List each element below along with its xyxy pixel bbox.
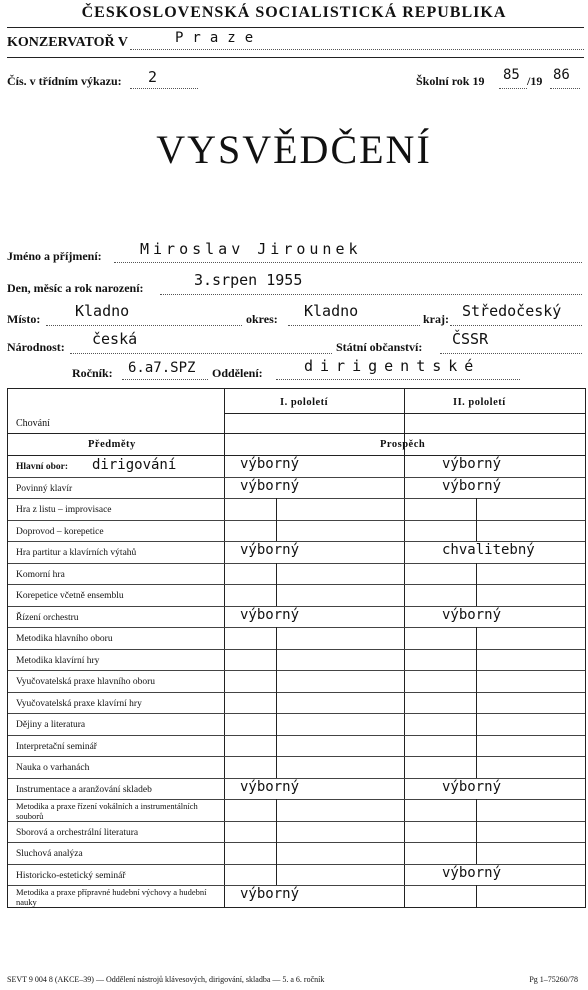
grades-table [7, 388, 586, 908]
row-divider [8, 756, 585, 757]
subject-label: Komorní hra [16, 569, 65, 580]
row-divider [8, 821, 585, 822]
row-divider [8, 627, 585, 628]
class-number: 2 [148, 68, 158, 86]
row-divider [8, 670, 585, 671]
empty-mark-semester-1 [276, 735, 277, 757]
empty-mark-semester-2 [476, 563, 477, 585]
subject-label: Interpretační seminář [16, 741, 97, 752]
empty-mark-semester-1 [276, 692, 277, 714]
name-label: Jméno a příjmení: [7, 249, 102, 263]
empty-mark-semester-2 [476, 649, 477, 671]
citizenship: ČSSR [452, 330, 489, 348]
row-divider [8, 799, 585, 800]
nationality-label: Národnost: [7, 340, 65, 354]
row-divider [8, 498, 585, 499]
region-line [450, 325, 582, 326]
grade-semester-1: výborný [240, 456, 300, 472]
header-rule [7, 27, 584, 28]
empty-mark-semester-2 [476, 692, 477, 714]
row-divider [8, 584, 585, 585]
school-label: KONZERVATOŘ V [7, 35, 129, 50]
state-heading: ČESKOSLOVENSKÁ SOCIALISTICKÁ REPUBLIKA [81, 4, 507, 21]
row-divider [8, 842, 585, 843]
birth-label: Den, měsíc a rok narození: [7, 281, 144, 295]
class-number-line [130, 88, 198, 89]
grade-semester-1: výborný [240, 542, 300, 559]
subject-label: Vyučovatelská praxe klavírní hry [16, 698, 142, 709]
empty-mark-semester-2 [476, 520, 477, 542]
year-to-line [550, 88, 580, 89]
school-city-line [130, 49, 584, 50]
empty-mark-semester-2 [476, 799, 477, 821]
place-label: Místo: [7, 312, 41, 326]
subject-label: Instrumentace a aranžování skladeb [16, 784, 152, 795]
subject-label: Hlavní obor: [16, 462, 68, 472]
header-divider [224, 413, 585, 414]
department-line [276, 379, 520, 380]
year-from-line [499, 88, 527, 89]
region-label: kraj: [423, 312, 449, 326]
empty-mark-semester-2 [476, 842, 477, 864]
subject-label: Metodika hlavního oboru [16, 634, 113, 645]
grade-semester-1: výborný [240, 886, 300, 903]
district-label: okres: [246, 312, 278, 326]
row-divider [8, 713, 585, 714]
semester-2-header: II. pololetí [453, 397, 506, 408]
citizenship-line [440, 353, 582, 354]
empty-mark-semester-2 [476, 670, 477, 692]
grade-semester-2: výborný [442, 606, 502, 623]
empty-mark-semester-1 [276, 799, 277, 821]
empty-mark-semester-1 [276, 584, 277, 606]
subject-label: Korepetice včetně ensemblu [16, 591, 124, 602]
document-title: VYSVĚDČENÍ [156, 127, 432, 172]
empty-mark-semester-1 [276, 864, 277, 886]
results-header: Prospěch [380, 439, 426, 450]
grade-semester-1: výborný [240, 477, 300, 494]
grade-semester-1: výborný [240, 606, 300, 623]
empty-mark-semester-2 [476, 713, 477, 735]
grade: 6.a7.SPZ [128, 360, 196, 376]
semester-1-header: I. pololetí [280, 397, 329, 408]
footer-right: Pg 1–75260/78 [529, 975, 578, 984]
subject-label: Dějiny a literatura [16, 720, 86, 731]
subject-label: Sluchová analýza [16, 849, 83, 860]
grade-label: Ročník: [72, 366, 113, 380]
empty-mark-semester-2 [476, 885, 477, 907]
empty-mark-semester-2 [476, 584, 477, 606]
grade-line [122, 379, 208, 380]
subject-label: Nauka o varhanách [16, 763, 90, 774]
empty-mark-semester-2 [476, 756, 477, 778]
subject-label: Doprovod – korepetice [16, 526, 104, 537]
birth-date: 3.srpen 1955 [194, 271, 303, 289]
birth-place: Kladno [75, 302, 130, 320]
grade-semester-2: výborný [442, 864, 502, 881]
empty-mark-semester-1 [276, 498, 277, 520]
citizenship-label: Státní občanství: [336, 340, 423, 354]
department-label: Oddělení: [212, 366, 263, 380]
empty-mark-semester-2 [476, 735, 477, 757]
empty-mark-semester-1 [276, 670, 277, 692]
school-year-from: 85 [503, 67, 520, 83]
subjects-header: Předměty [88, 439, 136, 450]
empty-mark-semester-1 [276, 520, 277, 542]
subject-label: Řízení orchestru [16, 612, 79, 623]
class-number-label: Čís. v třídním výkazu: [7, 74, 122, 88]
behaviour-divider [8, 433, 585, 434]
school-year-sep: /19 [527, 74, 543, 88]
district-line [288, 325, 420, 326]
subject-label: Metodika a praxe řízení vokálních a instrumentálních souborů [16, 801, 198, 822]
grade-semester-2: výborný [442, 778, 502, 795]
subject-label: Hra z listu – improvisace [16, 505, 112, 516]
empty-mark-semester-2 [476, 498, 477, 520]
person-name: Miroslav Jirounek [140, 240, 362, 258]
empty-mark-semester-2 [476, 821, 477, 843]
grade-semester-1: výborný [240, 778, 300, 795]
empty-mark-semester-1 [276, 563, 277, 585]
birth-line [160, 294, 582, 295]
subject-label: Metodika a praxe přípravné hudební výchovy a hudební nauky [16, 887, 207, 908]
row-divider [8, 563, 585, 564]
subject-label: Hra partitur a klavírních výtahů [16, 548, 137, 559]
subject-label: Sborová a orchestrální literatura [16, 827, 139, 838]
nationality: česká [92, 330, 138, 348]
row-divider [8, 692, 585, 693]
empty-mark-semester-1 [276, 713, 277, 735]
empty-mark-semester-1 [276, 756, 277, 778]
main-subject-value: dirigování [92, 457, 177, 473]
empty-mark-semester-2 [476, 627, 477, 649]
nationality-line [70, 353, 332, 354]
department: dirigentské [304, 357, 481, 375]
behaviour-label: Chování [16, 418, 50, 429]
subject-label: Povinný klavír [16, 483, 73, 494]
grade-semester-2: chvalitebný [442, 542, 535, 559]
empty-mark-semester-1 [276, 821, 277, 843]
school-city: Praze [175, 30, 263, 46]
district: Kladno [304, 302, 359, 320]
subject-label: Historicko-estetický seminář [16, 870, 126, 881]
subject-label: Vyučovatelská praxe hlavního oboru [16, 677, 156, 688]
subject-label: Metodika klavírní hry [16, 655, 100, 666]
header-rule-2 [7, 57, 584, 58]
footer-left: SEVT 9 004 8 (AKCE–39) — Oddělení nástrojů klávesových, dirigování, skladba — 5. a 6. ročník [7, 975, 325, 984]
grade-semester-2: výborný [442, 456, 502, 472]
empty-mark-semester-1 [276, 649, 277, 671]
row-divider [8, 649, 585, 650]
place-line [46, 325, 242, 326]
empty-mark-semester-1 [276, 842, 277, 864]
row-divider [8, 735, 585, 736]
row-divider [8, 520, 585, 521]
region: Středočeský [462, 302, 562, 320]
grade-semester-2: výborný [442, 477, 502, 494]
school-year-label: Školní rok 19 [416, 74, 485, 88]
name-line [114, 262, 582, 263]
empty-mark-semester-1 [276, 627, 277, 649]
school-year-to: 86 [553, 67, 570, 83]
